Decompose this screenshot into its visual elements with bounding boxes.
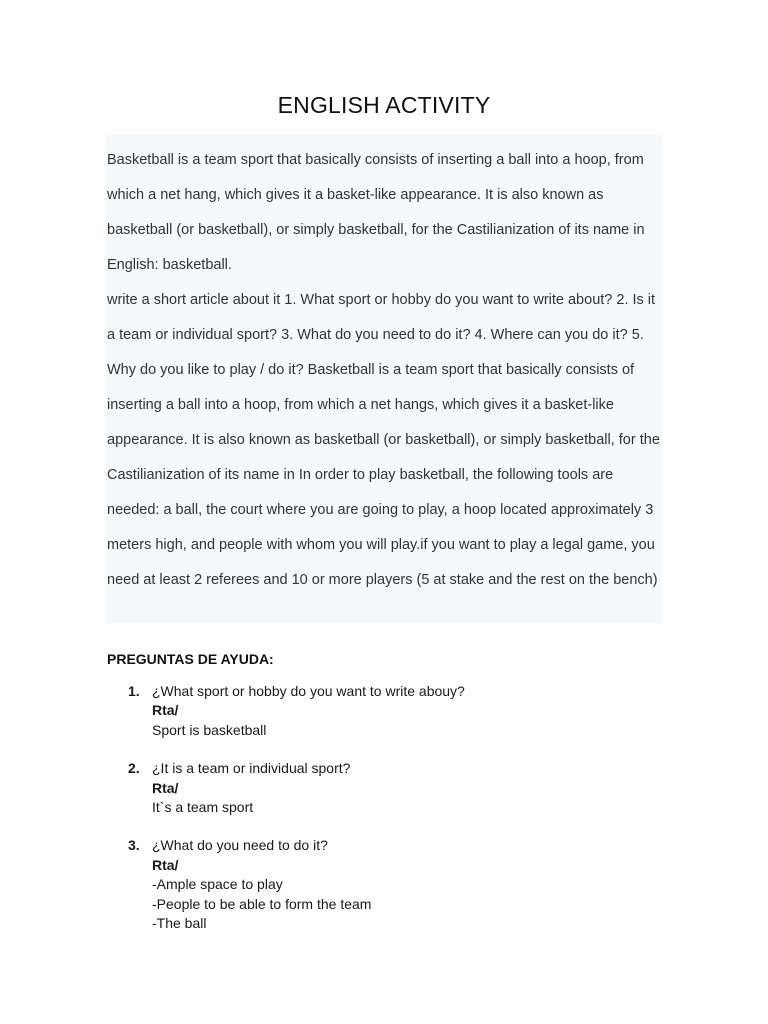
answer-label: Rta/ xyxy=(152,779,179,796)
question-number: 1. xyxy=(128,683,140,699)
question-text: ¿What do you need to do it? xyxy=(152,837,328,854)
answer-text: -People to be able to form the team xyxy=(152,895,372,912)
intro-paragraph: Basketball is a team sport that basically consists of inserting a ball into a hoop, from which a net hang, which gives it a basket-like appearance. It is also known as basketball (or basketball), or simply basketball, for the Castilianization of its name in English: basketball. xyxy=(107,152,645,273)
question-text: ¿What sport or hobby do you want to write abouy? xyxy=(152,683,465,699)
question-item xyxy=(107,682,667,740)
question-number: 3. xyxy=(128,837,140,854)
article-paragraph: write a short article about it 1. What sport or hobby do you want to write about? 2. Is it a team or individual sport? 3. What do you need to do it? 4. Where can you do it? 5. Why do you like to play / do it? Basketball is a team sport that basically consists of inserting a ball into a hoop, from which a net hangs, which gives it a basket-like appearance. It is also known as basketball (or basketball), or simply basketball, for the Castilianization of its name in In order to play basketball, the following tools are needed: a ball, the court where you are going to play, a hoop located approximately 3 meters high, and people with whom you will play.if you want to play a legal game, you need at least 2 referees and 10 or more players (5 at stake and the rest on the bench) xyxy=(107,292,660,588)
answer-text: It`s a team sport xyxy=(152,799,254,816)
question-item xyxy=(107,759,667,817)
answer-label: Rta/ xyxy=(152,856,179,873)
help-questions-heading: PREGUNTAS DE AYUDA: xyxy=(107,651,274,667)
answer-text: -The ball xyxy=(152,915,207,932)
answer-text: Sport is basketball xyxy=(152,721,267,738)
question-item xyxy=(107,836,667,933)
help-questions-list xyxy=(107,682,667,952)
question-number: 2. xyxy=(128,760,140,777)
article-body xyxy=(107,143,663,598)
document-title: ENGLISH ACTIVITY xyxy=(277,92,491,118)
question-text: ¿It is a team or individual sport? xyxy=(152,760,351,777)
answer-text: -Ample space to play xyxy=(152,876,283,893)
answer-label: Rta/ xyxy=(152,702,179,719)
